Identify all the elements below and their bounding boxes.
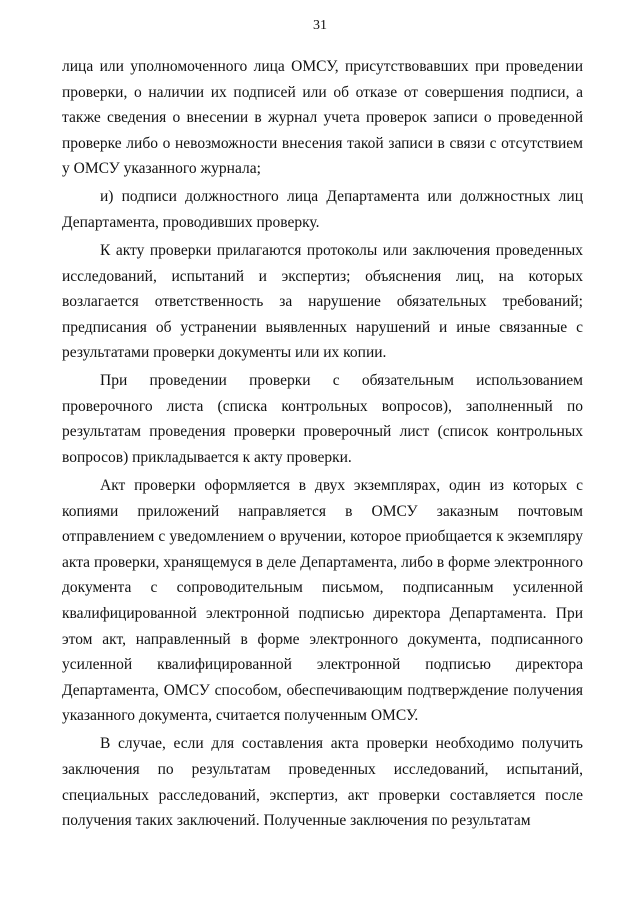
paragraph-conclusions: В случае, если для составления акта проверки необходимо получить заключения по результатам проведенных исследований, испытаний, специальных расследований, экспертиз, акт проверки составляется после получения таких заключений. Полученные заключения по результатам bbox=[62, 735, 583, 830]
page-number: 31 bbox=[313, 18, 327, 33]
document-body bbox=[62, 54, 583, 834]
paragraph-item-i: и) подписи должностного лица Департамента или должностных лиц Департамента, проводивших проверку. bbox=[62, 188, 583, 231]
paragraph-attachments: К акту проверки прилагаются протоколы или заключения проведенных исследований, испытаний и экспертиз; объяснения лиц, на которых возлагается ответственность за нарушение обязательных требований; предписания об устранении выявленных нарушений и иные связанные с результатами проверки документы или их копии. bbox=[62, 241, 583, 362]
paragraph-act-copies: Акт проверки оформляется в двух экземплярах, один из которых с копиями приложений направляется в ОМСУ заказным почтовым отправлением с уведомлением о вручении, которое приобщается к экземпляру акта проверки, хранящемуся в деле Департамента, либо в форме электронного документа с сопроводительным письмом, подписанным усиленной квалифицированной электронной подписью директора Департамента. При этом акт, направленный в форме электронного документа, подписанного усиленной квалифицированной электронной подписью директора Департамента, ОМСУ способом, обеспечивающим подтверждение получения указанного документа, считается полученным ОМСУ. bbox=[62, 477, 583, 725]
paragraph-checklist: При проведении проверки с обязательным использованием проверочного листа (списка контрольных вопросов), заполненный по результатам проведения проверки проверочный лист (список контрольных вопросов) прикладывается к акту проверки. bbox=[62, 372, 583, 467]
paragraph-continuation: лица или уполномоченного лица ОМСУ, присутствовавших при проведении проверки, о наличии их подписей или об отказе от совершения подписи, а также сведения о внесении в журнал учета проверок записи о проведенной проверке либо о невозможности внесения такой записи в связи с отсутствием у ОМСУ указанного журнала; bbox=[62, 58, 583, 178]
